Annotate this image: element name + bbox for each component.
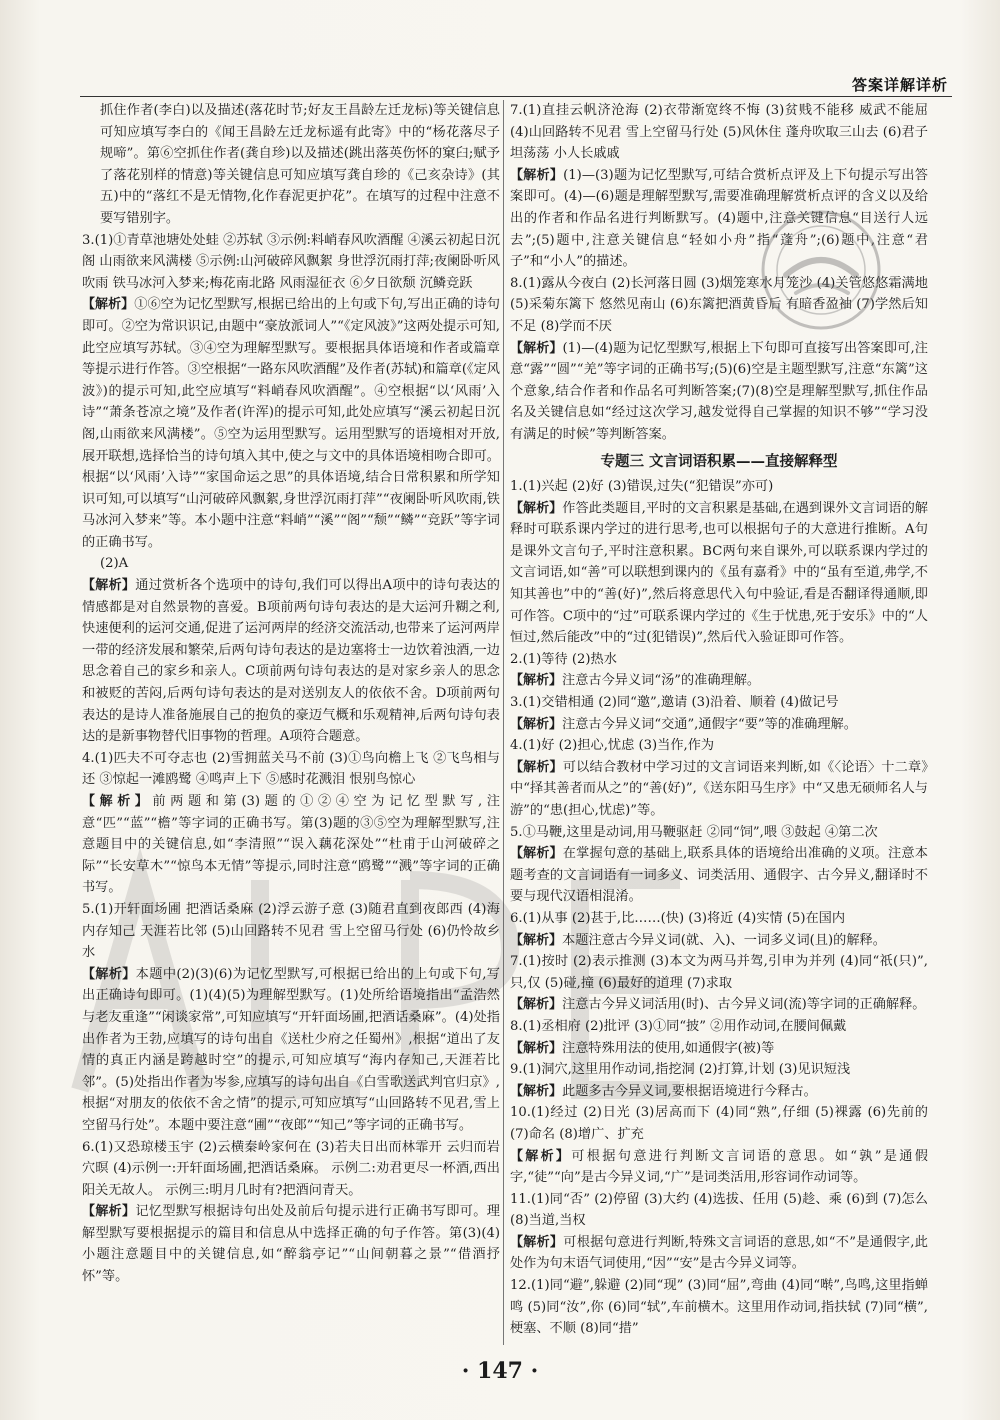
- analysis-text: 可根据句意进行判断,特殊文言词语的意思,如“不”是通假字,此处作为句末语气词使用,“因”“安”是古今异义词等。: [510, 1234, 928, 1272]
- analysis-paragraph: [510, 994, 928, 1016]
- answer-item: 8.(1)露从今夜白 (2)长河落日圆 (3)烟笼寒水月笼沙 (4)关管悠悠霜满地 (5)采菊东篱下 悠然见南山 (6)东篱把酒黄昏后 有暗香盈袖 (7)学然后知不足 (8)学而不厌: [510, 275, 928, 334]
- analysis-tag: 【解析】: [510, 673, 563, 689]
- right-column: [510, 100, 928, 1340]
- header-rule: [80, 96, 952, 97]
- analysis-paragraph: [510, 1038, 928, 1060]
- answer-item: 3.(1)①青草池塘处处蛙 ②苏轼 ③示例:料峭春风吹酒醒 ④溪云初起日沉阁 山雨欲来风满楼 ⑤示例:山河破碎风飘絮 身世浮沉雨打萍;夜阑卧听风吹雨 铁马冰河入梦来;梅花南北路 风雨湿征衣 ⑥夕日欲颓 沉鳞竞跃: [82, 232, 500, 291]
- analysis-text: 注意特殊用法的使用,如通假字(被)等: [562, 1040, 775, 1056]
- analysis-tag: 【解析】: [510, 997, 563, 1013]
- answer-item: 6.(1)从事 (2)甚于,比……(快) (3)将近 (4)实情 (5)在国内: [510, 910, 846, 926]
- column-divider: [503, 100, 504, 1345]
- analysis-text: 记忆型默写根据诗句出处及前后句提示进行正确书写即可。理解型默写要根据提示的篇目和信息从中选择正确的句子作答。第(3)(4)小题注意题目中的关键信息,如“醉翁亭记”“山间朝暮之景”“借酒抒怀”等。: [82, 1204, 500, 1285]
- analysis-paragraph: [510, 757, 928, 822]
- analysis-paragraph: [510, 714, 928, 736]
- analysis-paragraph: [510, 670, 928, 692]
- analysis-tag: 【解析】: [510, 167, 564, 183]
- analysis-paragraph: [510, 930, 928, 952]
- analysis-paragraph: [82, 1201, 500, 1287]
- analysis-paragraph: [510, 1232, 928, 1275]
- analysis-paragraph: [510, 338, 928, 446]
- analysis-paragraph: [510, 165, 928, 273]
- answer-item: 8.(1)丞相府 (2)批评 (3)①同“披” ②用作动词,在腰间佩戴: [510, 1018, 847, 1034]
- analysis-tag: 【解析】: [510, 759, 563, 775]
- analysis-tag: 【解析】: [82, 297, 135, 313]
- analysis-tag: 【解析】: [510, 340, 563, 356]
- analysis-tag: 【解析】: [82, 1204, 136, 1220]
- analysis-text: (1)—(4)题为记忆型默写,根据上下句即可直接写出答案即可,注意“露”“圆”“羌”等字词的正确书写;(5)(6)空是主题型默写,注意“东篱”这个意象,结合作者和作品名可判断答案;(7)(8)空是理解型默写,抓住作品名及关键信息如“经过这次学习,越发觉得自己掌握的知识不够”“学习没有满足的时候”等判断答案。: [510, 340, 928, 442]
- answer-item: 3.(1)交错相通 (2)同“邀”,邀请 (3)沿着、顺着 (4)做记号: [510, 695, 839, 711]
- left-column: [82, 100, 500, 1288]
- analysis-tag: 【解析】: [510, 1083, 563, 1099]
- analysis-text: 通过赏析各个选项中的诗句,我们可以得出A项中的诗句表达的情感都是对自然景物的喜爱。B项前两句诗句表达的是大运河升糊之利,快速便利的运河交通,促进了运河两岸的经济交流活动,也带来了运河两岸一带的经济发展和繁荣,后两句诗句表达的是边塞将士一边饮着浊酒,一边思念着自己的家乡和亲人。C项前两句诗句表达的是对家乡亲人的思念和被贬的苦闷,后两句诗句表达的是对送别友人的依依不舍。D项前两句表达的是诗人准备施展自己的抱负的豪迈气概和乐观精神,后两句诗句表达的是新事物替代旧事物的哲理。A项符合题意。: [82, 578, 500, 745]
- analysis-text: 注意古今异义词活用(时)、古今异义词(流)等字词的正确解释。: [562, 997, 926, 1013]
- analysis-text: 可根据句意进行判断文言词语的意思。如“孰”是通假字,“徒”“向”是古今异义词,“广”是词类活用,形容词作动词等。: [510, 1148, 928, 1186]
- analysis-tag: 【解析】: [510, 1040, 563, 1056]
- analysis-paragraph: [82, 294, 500, 553]
- analysis-text: (1)—(3)题为记忆型默写,可结合赏析点评及上下句提示写出答案即可。(4)—(6)题是理解型默写,需要准确理解赏析点评的含义以及给出的作者和作品名进行判断默写。(4)题中,注意关键信息“目送行人远去”;(5)题中,注意关键信息“轻如小舟”指“蓬舟”;(6)题中,注意“君子”和“小人”的描述。: [510, 167, 928, 270]
- answer-item: 6.(1)又恐琼楼玉宇 (2)云横秦岭家何在 (3)若夫日出而林霏开 云归而岩穴暝 (4)示例一:开轩面场圃,把酒话桑麻。 示例二:劝君更尽一杯酒,西出阳关无故人。 示例三:明月几时有?把酒问青天。: [82, 1139, 500, 1198]
- answer-item: 2.(1)等待 (2)热水: [510, 651, 617, 667]
- analysis-paragraph: [510, 1146, 928, 1189]
- answer-item: 4.(1)好 (2)担心,忧虑 (3)当作,作为: [510, 738, 715, 754]
- header-title: 答案详解详析: [851, 76, 948, 94]
- analysis-paragraph: [82, 791, 500, 899]
- analysis-text: 注意古今异义词“汤”的准确理解。: [562, 673, 761, 689]
- answer-continuation: (2)A: [100, 556, 129, 572]
- right-column-bottom: [510, 476, 928, 1340]
- analysis-tag: 【解析】: [510, 716, 563, 732]
- answer-item: 5.①马鞭,这里是动词,用马鞭驱赶 ②同“饲”,喂 ③鼓起 ④第二次: [510, 824, 878, 840]
- analysis-tag: 【解析】: [510, 500, 563, 516]
- analysis-tag: 【解析】: [510, 1148, 572, 1164]
- analysis-text: 注意古今异义词“交通”,通假字“要”等的准确理解。: [562, 716, 857, 732]
- analysis-text: ①⑥空为记忆型默写,根据已给出的上句或下句,写出正确的诗句即可。②空为常识识记,由题中“豪放派词人”“《定风波》”这两处提示可知,此空应填写苏轼。③④空为理解型默写。要根据具体语境和作者或篇章等提示进行作答。③空根据“一路东风吹酒醒”及作者(苏轼)和篇章(《定风波》)的提示可知,此空应填写“料峭春风吹酒醒”。④空根据“以‘风雨’入诗”“萧条苍凉之境”及作者(许浑)的提示可知,此处应填写“溪云初起日沉阁,山雨欲来风满楼”。⑤空为运用型默写。运用型默写的语境相对开放,展开联想,选择恰当的诗句填入其中,使之与文中的具体语境相吻合即可。根据“以‘风雨’入诗”“家国命运之思”的具体语境,结合日常积累和所学知识可知,可以填写“山河破碎风飘絮,身世浮沉雨打萍”“夜阑卧听风吹雨,铁马冰河入梦来”等。本小题中注意“料峭”“溪”“阁”“颓”“鳞”“竞跃”等字词的正确书写。: [82, 297, 500, 550]
- analysis-text: 在掌握句意的基础上,联系具体的语境给出准确的义项。注意本题考查的文言词语有一词多义、词类活用、通假字、古今异义,翻译时不要与现代汉语相混淆。: [510, 846, 928, 905]
- analysis-tag: 【解析】: [82, 794, 153, 809]
- right-column-top: [510, 100, 928, 446]
- analysis-paragraph: [510, 1081, 928, 1103]
- answer-item: 7.(1)按时 (2)表示推测 (3)本文为两马并驾,引申为并列 (4)同“祇(只)”,只,仅 (5)碰,撞 (6)最好的道理 (7)求取: [510, 954, 928, 991]
- analysis-paragraph: [82, 575, 500, 748]
- analysis-text: 作答此类题目,平时的文言积累是基础,在遇到课外文言词语的解释时可联系课内学过的进行思考,也可以根据句子的大意进行推断。A句是课外文言句子,平时注意积累。BC两句来自课外,可以联系课内学过的文言词语,如“善”可以联想到课内的《虽有嘉肴》中的“虽有至道,弗学,不知其善也”中的“善(好)”,然后将意思代入句中验证,看是否翻译得通顺,即可作答。C项中的“过”可联系课内学过的《生于忧患,死于安乐》中的“人恒过,然后能改”中的“过(犯错误)”,然后代入验证即可作答。: [510, 500, 928, 646]
- answer-item: 4.(1)匹夫不可夺志也 (2)雪拥蓝关马不前 (3)①鸟向檐上飞 ②飞鸟相与还 ③惊起一滩鸥鹭 ④鸣声上下 ⑤感时花溅泪 恨别鸟惊心: [82, 750, 500, 788]
- analysis-text: 可以结合教材中学习过的文言词语来判断,如《〈论语〉十二章》中“择其善者而从之”的“善(好)”,《送东阳马生序》中“又患无硕师名人与游”的“患(担心,忧虑)”等。: [510, 759, 928, 818]
- answer-item: 7.(1)直挂云帆济沧海 (2)衣带渐宽终不悔 (3)贫贱不能移 威武不能屈 (4)山回路转不见君 雪上空留马行处 (5)风休住 蓬舟吹取三山去 (6)君子坦荡荡 小人长戚戚: [510, 103, 928, 162]
- answer-item: 5.(1)开轩面场圃 把酒话桑麻 (2)浮云游子意 (3)随君直到夜郎西 (4)海内存知己 天涯若比邻 (5)山回路转不见君 雪上空留马行处 (6)仍怜故乡水: [82, 901, 500, 961]
- analysis-text: 本题注意古今异义词(就、入)、一词多义词(且)的解释。: [562, 932, 886, 948]
- analysis-text: 本题中(2)(3)(6)为记忆型默写,可根据已给出的上句或下句,写出正确诗句即可。(1)(4)(5)为理解型默写。(1)处所给语境指出“孟浩然与老友重逢”“闲谈家常”,可知应填写“开轩面场圃,把酒话桑麻”。(4)处指出作者为王勃,应填写的诗句出自《送杜少府之任蜀州》,根据“道出了友情的真正内涵是跨越时空”的提示,可知应填写“海内存知己,天涯若比邻”。(5)处指出作者为岑参,应填写的诗句出自《白雪歌送武判官归京》,根据“对朋友的依依不舍之情”的提示,可知应填写“山回路转不见君,雪上空留马行处”。本题中要注意“圃”“夜郎”“知己”等字词的正确书写。: [82, 966, 500, 1133]
- answer-item: 10.(1)经过 (2)日光 (3)居高而下 (4)同“熟”,仔细 (5)裸露 (6)先前的 (7)命名 (8)增广、扩充: [510, 1105, 928, 1142]
- analysis-paragraph: [82, 964, 500, 1137]
- answer-continuation: 抓住作者(李白)以及描述(落花时节;好友王昌龄左迁龙标)等关键信息可知应填写李白的《闻王昌龄左迁龙标遥有此寄》中的“杨花落尽子规啼”。第⑥空抓住作者(龚自珍)以及描述(跳出落英伤怀的窠臼;赋予了落花别样的情意)等关键信息可知应填写龚自珍的《己亥杂诗》(其五)中的“落红不是无情物,化作春泥更护花”。在填写的过程中注意不要写错别字。: [100, 103, 500, 226]
- analysis-paragraph: [510, 498, 928, 649]
- analysis-tag: 【解析】: [82, 578, 136, 594]
- analysis-text: 前两题和第(3)题的①②④空为记忆型默写,注意“匹”“蓝”“檐”等字词的正确书写。第(3)题的③⑤空为理解型默写,注意题目中的关键信息,如“李清照”“误入藕花深处”“杜甫于山河破碎之际”“长安草木”“惊鸟本无情”等提示,同时注意“鸥鹭”“溅”等字词的正确书写。: [82, 794, 500, 896]
- analysis-tag: 【解析】: [82, 966, 136, 982]
- answer-item: 1.(1)兴起 (2)好 (3)错误,过失(“犯错误”亦可): [510, 479, 774, 495]
- analysis-tag: 【解析】: [510, 932, 563, 948]
- analysis-tag: 【解析】: [510, 1234, 564, 1250]
- analysis-tag: 【解析】: [510, 846, 563, 862]
- analysis-paragraph: [510, 843, 928, 908]
- answer-item: 12.(1)同“避”,躲避 (2)同“现” (3)同“屈”,弯曲 (4)同“啭”,鸟鸣,这里指蝉鸣 (5)同“汝”,你 (6)同“轼”,车前横木。这里用作动词,指扶轼 (7)同“横”,梗塞、不顺 (8)同“措”: [510, 1278, 928, 1337]
- answer-item: 9.(1)洞穴,这里用作动词,指挖洞 (2)打算,计划 (3)见识短浅: [510, 1062, 851, 1078]
- answer-item: 11.(1)同“否” (2)停留 (3)大约 (4)选拔、任用 (5)趁、乘 (6)到 (7)怎么 (8)当道,当权: [510, 1191, 928, 1229]
- page-number: · 147 ·: [461, 1358, 539, 1384]
- analysis-text: 此题多古今异义词,要根据语境进行今释古。: [562, 1083, 817, 1099]
- section-heading: 专题三 文言词语积累——直接解释型: [600, 453, 838, 470]
